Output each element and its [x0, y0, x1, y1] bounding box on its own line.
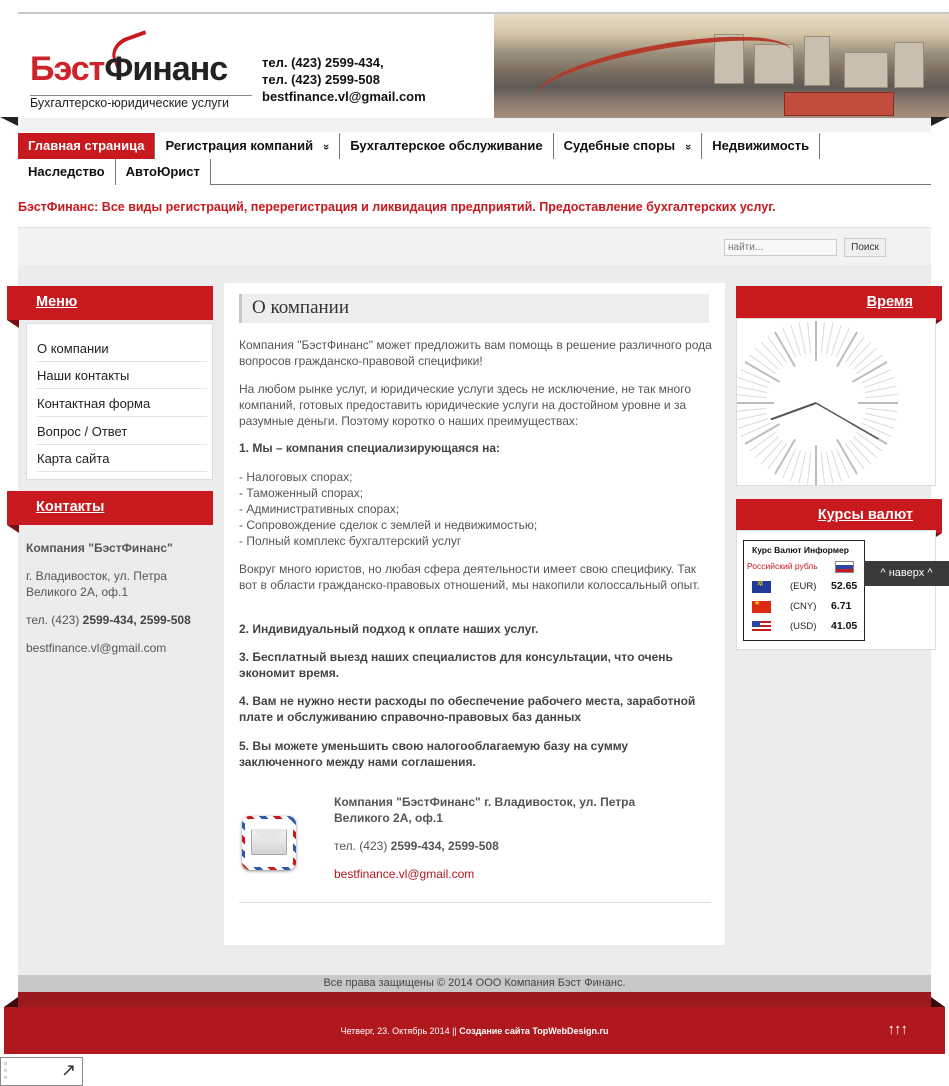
clock-tick [853, 348, 877, 369]
search-bar [18, 227, 931, 265]
clock-tick [821, 453, 824, 485]
contacts-fold [7, 525, 19, 533]
list-item: - Сопровождение сделок с землей и недвижимостью; [239, 518, 538, 532]
clock-tick [738, 418, 768, 428]
analog-clock [737, 319, 935, 485]
clock-tick [791, 451, 801, 481]
clock-tick [737, 413, 767, 420]
clock-tick [761, 342, 782, 366]
nav-item[interactable]: Бухгалтерское обслуживание [340, 133, 553, 159]
clock-tick [737, 394, 766, 397]
clock-tick [849, 342, 870, 366]
usa-flag-icon [752, 621, 771, 633]
clock-tick [862, 423, 891, 436]
list-item: - Административных спорах; [239, 502, 400, 516]
header-contacts [262, 54, 426, 105]
footer-fold-left [4, 997, 18, 1007]
clock-tick [737, 386, 767, 393]
clock-tick [783, 449, 796, 478]
main-address: Компания "БэстФинанс" г. Владивосток, ул. Петра Великого 2А, оф.1 [334, 795, 636, 825]
advantage-1: 1. Мы – компания специализирующаяся на: [239, 441, 501, 455]
clock-tick [755, 436, 779, 457]
clock-tick [738, 378, 768, 388]
footer [4, 1007, 945, 1054]
clock-tick [791, 325, 801, 355]
menu-fold [7, 320, 19, 328]
clock-tick [821, 321, 824, 353]
back-to-top-button[interactable]: ^ наверх ^ [864, 561, 949, 586]
nav-item[interactable]: Недвижимость [702, 133, 820, 159]
rate-row-usd: (USD) 41.05 [752, 619, 862, 635]
advantage-3: 3. Бесплатный выезд наших специалистов для консультации, что очень экономит время. [239, 650, 673, 680]
clock-tick [849, 440, 870, 464]
menu-item-sitemap[interactable]: Карта сайта [37, 450, 207, 472]
clock-tick [866, 394, 898, 397]
clock-widget [736, 318, 936, 486]
grid-icon: ▫ ▫ ▫ [4, 1059, 7, 1082]
menu-item-contacts[interactable]: Наши контакты [37, 367, 207, 389]
clock-tick [768, 337, 787, 363]
menu-header [7, 286, 213, 320]
main-content [224, 283, 725, 945]
contacts-header [7, 491, 213, 525]
clock-tick [761, 440, 782, 464]
header-fold-left [0, 117, 18, 126]
scroll-up-arrows-icon[interactable]: ↑↑↑ [887, 1021, 907, 1038]
main-nav [18, 133, 931, 185]
clock-tick [799, 323, 806, 354]
clock-tick [831, 451, 841, 481]
clock-tick [836, 449, 849, 478]
rates-title[interactable]: Курсы валют [817, 507, 913, 523]
header-city-photo [494, 14, 949, 118]
clock-tick [741, 423, 770, 436]
clock-tick [856, 355, 882, 374]
nav-item[interactable]: АвтоЮрист [116, 159, 211, 185]
clock-tick [866, 408, 898, 411]
left-company: Компания "БэстФинанс" [26, 541, 173, 555]
clock-tick [853, 436, 877, 457]
clock-tick [865, 413, 896, 420]
header-phone-1: тел. (423) 2599-434, [262, 55, 384, 70]
menu-item-about[interactable]: О компании [37, 340, 207, 362]
nav-row-1 [18, 133, 931, 159]
clock-tick [768, 443, 787, 469]
expand-widget[interactable] [0, 1057, 83, 1086]
time-header [736, 286, 942, 320]
nav-item[interactable]: Судебные споры » [554, 133, 703, 159]
clock-tick [750, 432, 776, 451]
clock-tick [845, 337, 864, 363]
experience-paragraph: Вокруг много юристов, но любая сфера деятельности имеет свою специфику. Так вот в области гражданско-правовых отношений, мы накопили колоссальный опыт. [239, 562, 700, 592]
left-email[interactable]: bestfinance.vl@gmail.com [26, 641, 167, 655]
informer-base-currency: Российский рубль [747, 561, 818, 571]
clock-tick [831, 325, 841, 355]
list-item: - Полный комплекс бухгалтерский услуг [239, 534, 462, 548]
clock-tick [799, 452, 806, 483]
chevron-down-icon: » [320, 143, 333, 151]
header-email: bestfinance.vl@gmail.com [262, 89, 426, 104]
clock-tick [826, 323, 833, 354]
clock-hour-hand [771, 403, 816, 419]
footer-copyright: Все права защищены © 2014 ООО Компания Бэст Финанс. [18, 975, 931, 992]
main-divider [239, 902, 711, 903]
currency-informer[interactable] [743, 540, 865, 641]
clock-tick [750, 355, 776, 374]
clock-tick [864, 378, 894, 388]
clock-tick [856, 432, 882, 451]
side-menu [26, 323, 213, 480]
search-button[interactable]: Поиск [844, 238, 886, 257]
menu-item-contact-form[interactable]: Контактная форма [37, 395, 207, 417]
clock-tick [741, 370, 770, 383]
menu-item-faq[interactable]: Вопрос / Ответ [37, 423, 207, 445]
nav-item[interactable]: Наследство [18, 159, 116, 185]
footer-band [18, 992, 931, 1007]
footer-credit-link[interactable]: Создание сайта TopWebDesign.ru [459, 1026, 609, 1036]
nav-item[interactable]: Главная страница [18, 133, 155, 159]
main-email[interactable]: bestfinance.vl@gmail.com [334, 867, 475, 881]
clock-tick [737, 408, 766, 411]
clock-tick [783, 328, 796, 357]
eu-flag-icon: ✲ [752, 581, 771, 593]
left-contacts [26, 540, 216, 656]
site-header [18, 14, 949, 118]
clock-tick [807, 453, 810, 485]
china-flag-icon: ★ [752, 601, 771, 613]
page-title: О компании [239, 294, 709, 323]
list-item: - Налоговых спорах; [239, 470, 353, 484]
logo-subtitle: Бухгалтерско-юридические услуги [30, 95, 252, 110]
chevron-down-icon: » [682, 143, 695, 151]
search-input[interactable] [724, 239, 837, 256]
left-address: г. Владивосток, ул. Петра Великого 2А, оф.1 [26, 569, 167, 599]
main-phone: тел. (423) 2599-434, 2599-508 [334, 839, 499, 853]
rates-header [736, 499, 942, 533]
menu-title[interactable]: Меню [36, 294, 78, 310]
expand-arrow-icon: ↗ [61, 1060, 77, 1080]
header-phone-2: тел. (423) 2599-508 [262, 72, 380, 87]
clock-tick [826, 452, 833, 483]
left-phone: тел. (423) 2599-434, 2599-508 [26, 613, 191, 627]
clock-tick [864, 418, 894, 428]
nav-row-2 [18, 159, 931, 185]
clock-tick [845, 443, 864, 469]
footer-fold-right [931, 997, 945, 1007]
advantage-4: 4. Вам не нужно нести расходы по обеспечение рабочего места, заработной плате и обслуживанию справочно-правовых баз данных [239, 694, 696, 724]
clock-tick [862, 370, 891, 383]
mail-icon [242, 816, 296, 870]
logo-text: БэстФинанс [30, 50, 228, 88]
clock-tick [755, 348, 779, 369]
site-logo[interactable] [30, 32, 258, 114]
market-paragraph: На любом рынке услуг, и юридические услуги здесь не исключение, не так много компаний, готовых предоставить юридические услуги на достойном уровне и за разумные деньги. Поэтому коротко о наших преимуществах: [239, 382, 692, 428]
footer-date-credit: Четверг, 23. Октябрь 2014 || Создание сайта TopWebDesign.ru [340, 1026, 609, 1036]
nav-item[interactable]: Регистрация компаний » [155, 133, 340, 159]
clock-tick [807, 321, 810, 353]
rate-row-cny: ★ (CNY) 6.71 [754, 600, 852, 612]
russia-flag-icon [835, 561, 854, 573]
specialization-list [239, 469, 714, 549]
clock-tick [865, 386, 896, 393]
clock-tick [836, 328, 849, 357]
time-title[interactable]: Время [866, 294, 913, 310]
header-fold-right [931, 117, 949, 126]
rate-row-eur: ✲ (EUR) 52.65 [752, 579, 862, 595]
header-bottom-bar [18, 118, 931, 132]
rates-box [736, 530, 936, 650]
advantage-2: 2. Индивидуальный подход к оплате наших услуг. [239, 622, 539, 636]
advantage-5: 5. Вы можете уменьшить свою налогооблагаемую базу на сумму заключенного между нами соглашения. [239, 739, 629, 769]
contacts-title[interactable]: Контакты [36, 499, 105, 515]
informer-title: Курс Валют Информер [752, 545, 849, 555]
intro-paragraph: Компания "БэстФинанс" может предложить вам помощь в решение различного рода вопросов гражданско-правовой специфики! [239, 338, 712, 368]
slogan: БэстФинанс: Все виды регистраций, перерегистрация и ликвидация предприятий. Предоставление бухгалтерских услуг. [18, 200, 776, 214]
list-item: - Таможенный спорах; [239, 486, 364, 500]
